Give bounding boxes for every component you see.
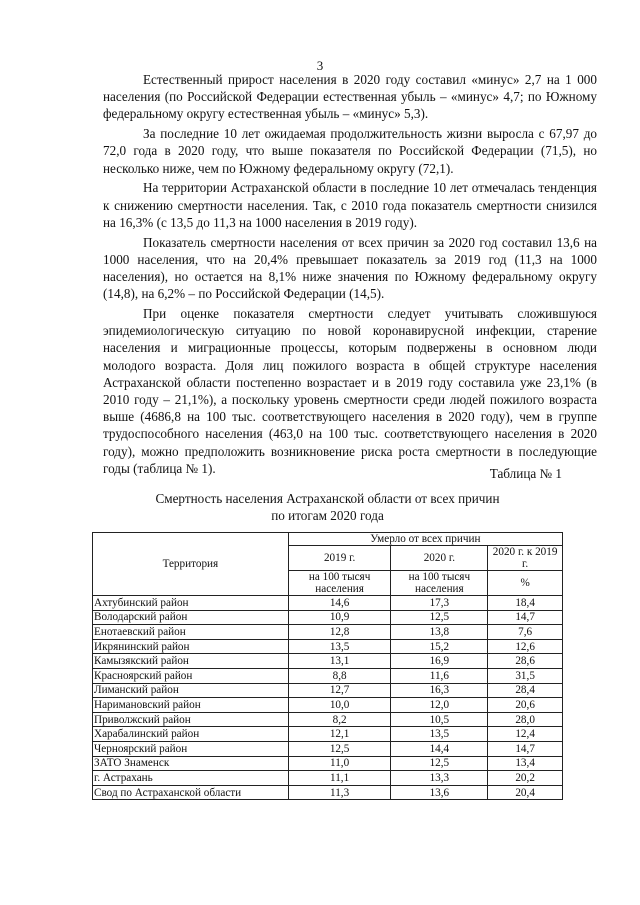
change-pct-cell: 20,4 <box>488 785 563 800</box>
table-title: Смертность населения Астраханской области от всех причин по итогам 2020 года <box>155 491 500 523</box>
value-2019-cell: 10,9 <box>288 610 391 625</box>
value-2019-cell: 14,6 <box>288 596 391 611</box>
paragraph-life-expectancy: За последние 10 лет ожидаемая продолжительность жизни выросла с 67,97 до 72,0 года в 2020 году, что выше показателя по Российской Федерации (71,5), но несколько ниже, чем по Южному федеральному округу (72,1). <box>103 126 597 176</box>
table-body <box>93 596 563 800</box>
table-row <box>93 596 563 611</box>
territory-cell: Камызякский район <box>93 654 289 669</box>
table-row <box>93 727 563 742</box>
territory-cell: Володарский район <box>93 610 289 625</box>
header-unit-2019: на 100 тысяч населения <box>288 571 391 596</box>
value-2020-cell: 14,4 <box>391 741 488 756</box>
value-2019-cell: 12,1 <box>288 727 391 742</box>
change-pct-cell: 20,2 <box>488 771 563 786</box>
value-2020-cell: 15,2 <box>391 639 488 654</box>
table-label: Таблица № 1 <box>489 466 562 481</box>
table-header <box>93 533 563 596</box>
header-unit-change: % <box>488 571 563 596</box>
value-2020-cell: 16,3 <box>391 683 488 698</box>
value-2020-cell: 12,0 <box>391 698 488 713</box>
change-pct-cell: 13,4 <box>488 756 563 771</box>
territory-cell: Енотаевский район <box>93 625 289 640</box>
value-2020-cell: 12,5 <box>391 610 488 625</box>
table-row <box>93 625 563 640</box>
territory-cell: Наримановский район <box>93 698 289 713</box>
table-row <box>93 741 563 756</box>
header-unit-2020: на 100 тысяч населения <box>391 571 488 596</box>
table-row <box>93 785 563 800</box>
paragraph-assessment: При оценке показателя смертности следует учитывать сложившуюся эпидемиологическую ситуацию по новой коронавирусной инфекции, старение населения и миграционные процессы, которым подвержены в основном люди молодого возраста. Доля лиц пожилого возраста в общей структуре населения Астраханской области постепенно возрастает и в 2019 году составила уже 23,1% (в 2010 году – 21,1%), а поскольку уровень смертности среди людей пожилого возраста выше (4686,8 на 100 тыс. соответствующего населения в 2020 году), чем в группе трудоспособного населения (463,0 на 100 тыс. соответствующего населения в 2020 году), можно предположить возникновение риска роста смертности в последующие годы (таблица № 1). <box>103 306 597 476</box>
table-row <box>93 771 563 786</box>
value-2019-cell: 11,1 <box>288 771 391 786</box>
page-number: 3 <box>316 58 324 73</box>
table-row <box>93 668 563 683</box>
value-2020-cell: 13,8 <box>391 625 488 640</box>
paragraph-mortality-2020: Показатель смертности населения от всех причин за 2020 год составил 13,6 на 1000 населения, что на 20,4% превышает показатель за 2019 год (11,3 на 1000 населения), но остается на 8,1% ниже значения по Южному федеральному округу (14,8), на 6,2% – по Российской Федерации (14,5). <box>103 234 597 302</box>
table-row <box>93 712 563 727</box>
header-2020: 2020 г. <box>391 546 488 571</box>
value-2019-cell: 11,3 <box>288 785 391 800</box>
change-pct-cell: 14,7 <box>488 741 563 756</box>
value-2019-cell: 12,8 <box>288 625 391 640</box>
header-change: 2020 г. к 2019 г. <box>488 546 563 571</box>
value-2020-cell: 16,9 <box>391 654 488 669</box>
change-pct-cell: 28,4 <box>488 683 563 698</box>
paragraph-natural-growth: Естественный прирост населения в 2020 году составил «минус» 2,7 на 1 000 населения (по Российской Федерации естественная убыль – «минус» 4,7; по Южному федеральному округу естественная убыль – «минус» 5,3). <box>103 72 597 122</box>
change-pct-cell: 28,6 <box>488 654 563 669</box>
change-pct-cell: 14,7 <box>488 610 563 625</box>
value-2019-cell: 8,8 <box>288 668 391 683</box>
value-2020-cell: 13,6 <box>391 785 488 800</box>
value-2020-cell: 17,3 <box>391 596 488 611</box>
territory-cell: ЗАТО Знаменск <box>93 756 289 771</box>
value-2019-cell: 11,0 <box>288 756 391 771</box>
change-pct-cell: 12,4 <box>488 727 563 742</box>
table-row <box>93 683 563 698</box>
header-2019: 2019 г. <box>288 546 391 571</box>
value-2019-cell: 12,5 <box>288 741 391 756</box>
value-2019-cell: 10,0 <box>288 698 391 713</box>
value-2019-cell: 13,5 <box>288 639 391 654</box>
header-territory: Территория <box>93 533 289 596</box>
territory-cell: Лиманский район <box>93 683 289 698</box>
body-text <box>103 71 597 480</box>
value-2020-cell: 10,5 <box>391 712 488 727</box>
table-row <box>93 698 563 713</box>
change-pct-cell: 18,4 <box>488 596 563 611</box>
change-pct-cell: 12,6 <box>488 639 563 654</box>
table-row <box>93 654 563 669</box>
table-row <box>93 639 563 654</box>
territory-cell: Приволжский район <box>93 712 289 727</box>
table-row <box>93 610 563 625</box>
table-row <box>93 756 563 771</box>
header-group: Умерло от всех причин <box>288 533 562 546</box>
territory-cell: Икрянинский район <box>93 639 289 654</box>
territory-cell: Харабалинский район <box>93 727 289 742</box>
mortality-table <box>92 532 563 800</box>
value-2019-cell: 12,7 <box>288 683 391 698</box>
territory-cell: Ахтубинский район <box>93 596 289 611</box>
territory-cell: г. Астрахань <box>93 771 289 786</box>
value-2019-cell: 13,1 <box>288 654 391 669</box>
value-2020-cell: 11,6 <box>391 668 488 683</box>
change-pct-cell: 20,6 <box>488 698 563 713</box>
value-2020-cell: 12,5 <box>391 756 488 771</box>
territory-cell: Черноярский район <box>93 741 289 756</box>
paragraph-mortality-trend: На территории Астраханской области в последние 10 лет отмечалась тенденция к снижению смертности населения. Так, с 2010 года показатель смертности снизился на 16,3% (с 13,5 до 11,3 на 1000 населения в 2019 году). <box>103 180 597 230</box>
value-2019-cell: 8,2 <box>288 712 391 727</box>
territory-cell: Свод по Астраханской области <box>93 785 289 800</box>
value-2020-cell: 13,5 <box>391 727 488 742</box>
change-pct-cell: 7,6 <box>488 625 563 640</box>
change-pct-cell: 31,5 <box>488 668 563 683</box>
territory-cell: Красноярский район <box>93 668 289 683</box>
value-2020-cell: 13,3 <box>391 771 488 786</box>
change-pct-cell: 28,0 <box>488 712 563 727</box>
